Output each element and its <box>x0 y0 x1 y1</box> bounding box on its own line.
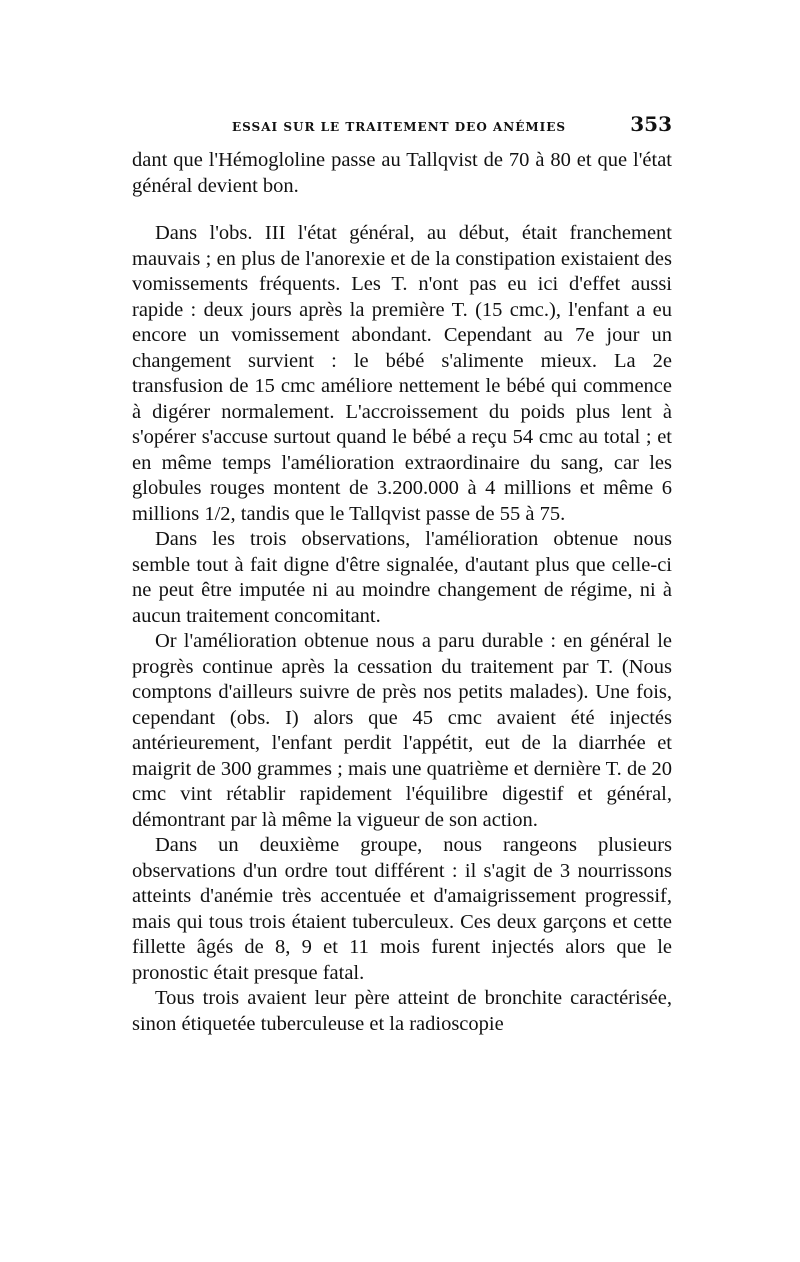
paragraph-continuation: dant que l'Hémogloline passe au Tallqvist de 70 à 80 et que l'état général devient bon. <box>132 149 672 197</box>
paragraph-second-group: Dans un deuxième groupe, nous rangeons plusieurs observations d'un ordre tout différent : il s'agit de 3 nourrissons atteints d'anémie très accentuée et d'amaigrissement progressif, mais qui tous trois étaient tuberculeux. Ces deux garçons et cette fillette âgés de 8, 9 et 11 mois furent injectés alors que le pronostic était presque fatal. <box>132 834 672 984</box>
paragraph-durable-improvement: Or l'amélioration obtenue nous a paru durable : en général le progrès continue après la cessation du traitement par T. (Nous comptons d'ailleurs suivre de près nos petits malades). Une fois, cependant (obs. I) alors que 45 cmc avaient été injectés antérieurement, l'enfant perdit l'appétit, eut de la diarrhée et maigrit de 300 grammes ; mais une quatrième et dernière T. de 20 cmc vint rétablir rapidement l'équilibre digestif et général, démontrant par là même la vigueur de son action. <box>132 630 672 831</box>
paragraph-three-observations: Dans les trois observations, l'amélioration obtenue nous semble tout à fait digne d'être signalée, d'autant plus que celle-ci ne peut être imputée ni au moindre changement de régime, ni à aucun traitement concomitant. <box>132 528 672 627</box>
running-head: ESSAI SUR LE TRAITEMENT DEO ANÉMIES <box>232 120 567 134</box>
paragraph-fathers-bronchitis: Tous trois avaient leur père atteint de bronchite caractérisée, sinon étiquetée tuberculeuse et la radioscopie <box>132 987 672 1035</box>
paragraph-obs-iii: Dans l'obs. III l'état général, au début, était franchement mauvais ; en plus de l'anorexie et de la constipation existaient des vomissements fréquents. Les T. n'ont pas eu ici d'effet aussi rapide : deux jours après la première T. (15 cmc.), l'enfant a eu encore un vomissement abondant. Cependant au 7e jour un changement survient : le bébé s'alimente mieux. La 2e transfusion de 15 cmc améliore nettement le bébé qui commence à digérer normalement. L'accroissement du poids plus lent à s'opérer s'accuse surtout quand le bébé a reçu 54 cmc au total ; et en même temps l'amélioration extraordinaire du sang, car les globules rouges montent de 3.200.000 à 4 millions et même 6 millions 1/2, tandis que le Tallqvist passe de 55 à 75. <box>132 222 672 525</box>
page-header <box>132 112 672 142</box>
page-number: 353 <box>630 112 672 136</box>
body-text <box>132 148 672 1037</box>
